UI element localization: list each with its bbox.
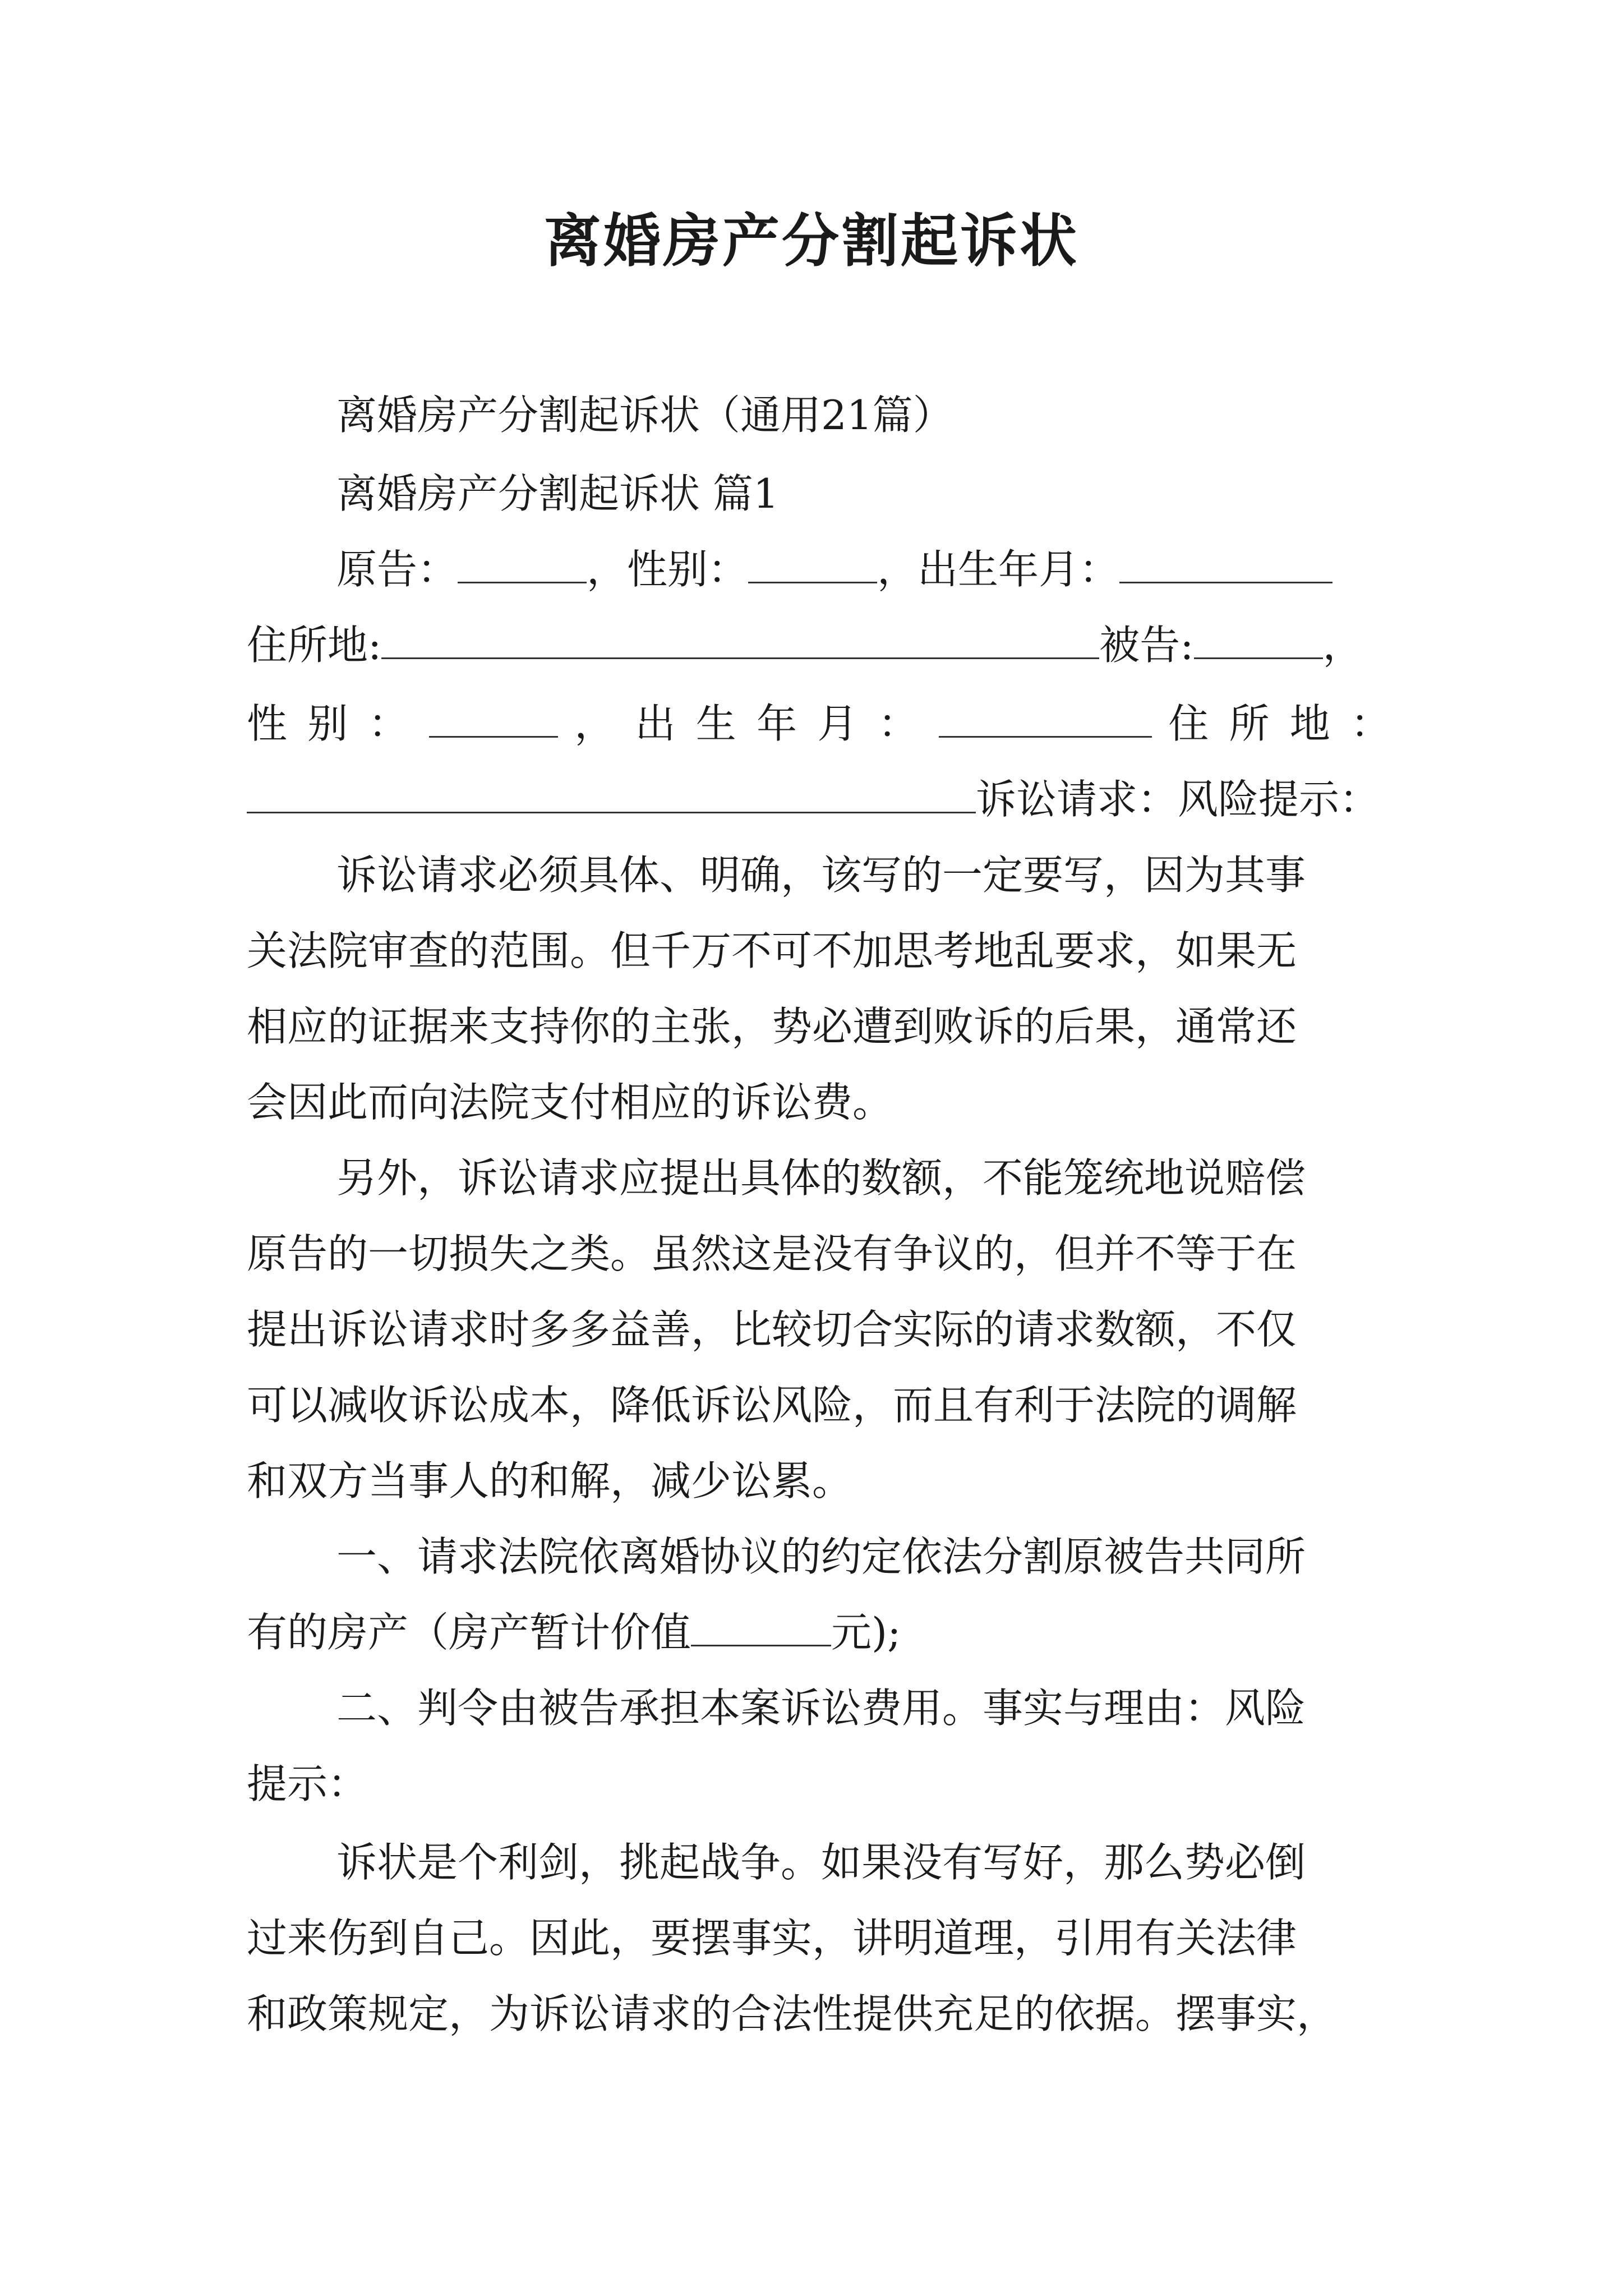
property-value-blank (691, 1605, 831, 1646)
defendant-birth-blank (939, 697, 1152, 738)
paragraph-line: 诉状是个利剑，挑起战争。如果没有写好，那么势必倒 (336, 1839, 1306, 1886)
paragraph-line: 可以减收诉讼成本，降低诉讼风险，而且有利于法院的调解 (247, 1382, 1297, 1429)
paragraph-line: 提示： (247, 1760, 368, 1807)
section-heading: 离婚房产分割起诉状 篇1 (336, 470, 779, 517)
paragraph-line: 关法院审查的范围。但千万不可不加思考地乱要求，如果无 (247, 927, 1297, 974)
comma-spaced: ， (574, 700, 619, 747)
claims-label: 诉讼请求：风险提示： (976, 776, 1380, 823)
paragraph-line: 相应的证据来支持你的主张，势必遭到败诉的后果，通常还 (247, 1003, 1297, 1050)
defendant-residence-blank (247, 772, 976, 813)
price-suffix: 元); (831, 1609, 901, 1656)
defendant-gender-blank (429, 697, 558, 738)
paragraph-line: 过来伤到自己。因此，要摆事实，讲明道理，引用有关法律 (247, 1915, 1297, 1962)
paragraph-line: 诉讼请求必须具体、明确，该写的一定要写，因为其事 (336, 852, 1306, 899)
plaintiff-residence-blank (381, 618, 1099, 659)
comma: ， (1322, 622, 1363, 669)
paragraph-line-price (247, 1604, 901, 1660)
paragraph-line: 和双方当事人的和解，减少讼累。 (247, 1457, 853, 1504)
document-subtitle: 离婚房产分割起诉状（通用21篇） (336, 392, 953, 439)
residence-label: 住所地: (247, 622, 382, 669)
plaintiff-name-blank (458, 542, 587, 583)
defendant-name-blank (1194, 618, 1323, 659)
form-line-residence (247, 617, 1363, 673)
paragraph-line: 另外，诉讼请求应提出具体的数额，不能笼统地说赔偿 (336, 1154, 1306, 1202)
gender-label-spaced: 性 别 ： (247, 700, 413, 747)
price-prefix: 有的房产（房产暂计价值 (247, 1609, 691, 1656)
birth-label-spaced: 出 生 年 月 ： (635, 700, 923, 747)
plaintiff-gender-blank (748, 542, 877, 583)
paragraph-line: 原告的一切损失之类。虽然这是没有争议的，但并不等于在 (247, 1230, 1297, 1277)
plaintiff-label: 原告： (336, 546, 458, 593)
document-title: 离婚房产分割起诉状 (544, 208, 1079, 275)
form-line-defendant-details (247, 696, 1391, 752)
plaintiff-birth-blank (1119, 542, 1332, 583)
defendant-label: 被告: (1099, 622, 1194, 669)
residence-label-spaced: 住 所 地 ： (1168, 700, 1391, 747)
paragraph-line: 一、请求法院依离婚协议的约定依法分割原被告共同所 (336, 1533, 1306, 1580)
form-line-claims (247, 771, 1380, 827)
gender-label: ，性别： (587, 546, 749, 593)
paragraph-line: 提出诉讼请求时多多益善，比较切合实际的请求数额，不仅 (247, 1306, 1297, 1353)
form-line-plaintiff (336, 541, 1332, 597)
paragraph-line: 二、判令由被告承担本案诉讼费用。事实与理由：风险 (336, 1685, 1306, 1732)
paragraph-line: 和政策规定，为诉讼请求的合法性提供充足的依据。摆事实， (247, 1990, 1338, 2037)
birth-label: ，出生年月： (877, 546, 1120, 593)
paragraph-line: 会因此而向法院支付相应的诉讼费。 (247, 1079, 893, 1126)
